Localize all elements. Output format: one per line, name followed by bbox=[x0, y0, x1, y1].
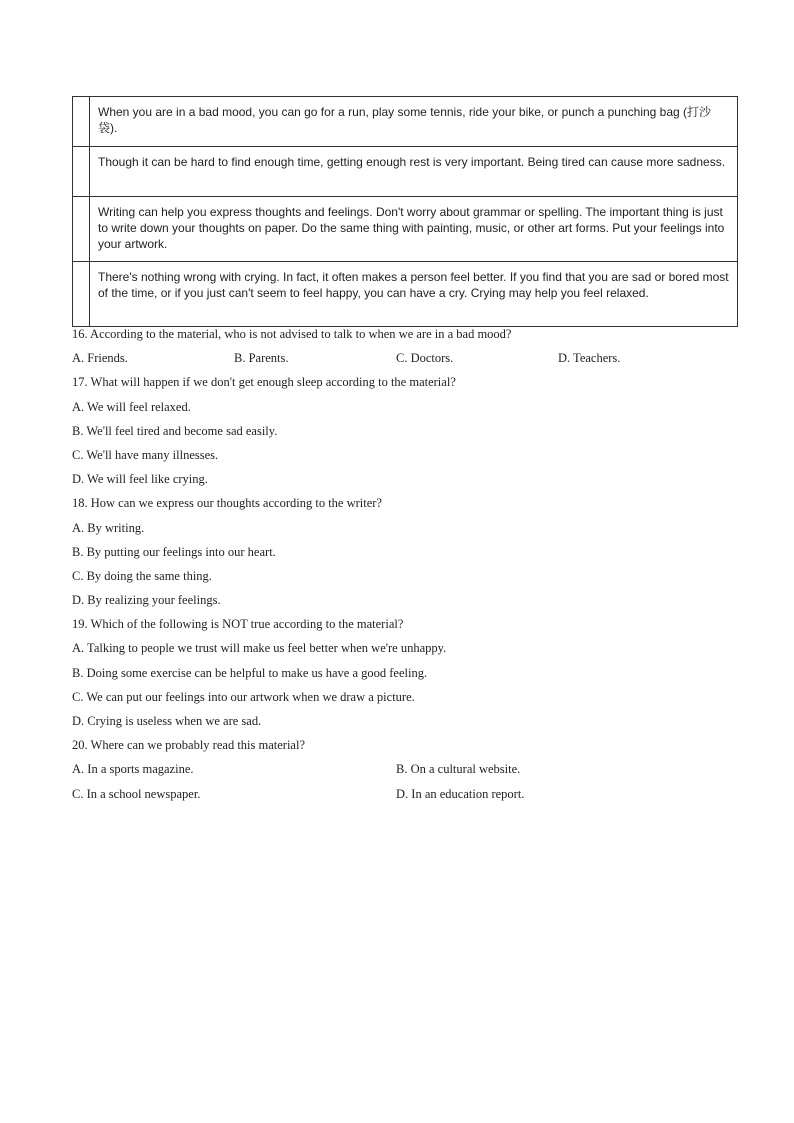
heading-cell bbox=[73, 262, 90, 327]
option: B. We'll feel tired and become sad easily. bbox=[72, 423, 278, 438]
option: B. On a cultural website. bbox=[396, 762, 521, 777]
passage-paragraph: Though it can be hard to find enough time, getting enough rest is very important. Being tired can cause more sadness. bbox=[90, 147, 738, 197]
option: B. Parents. bbox=[234, 351, 289, 366]
question-16-options bbox=[72, 350, 752, 374]
option: C. We can put our feelings into our artwork when we draw a picture. bbox=[72, 689, 415, 704]
option: C. By doing the same thing. bbox=[72, 568, 212, 583]
option: A. By writing. bbox=[72, 520, 145, 535]
option: D. Crying is useless when we are sad. bbox=[72, 714, 262, 728]
option: C. We'll have many illnesses. bbox=[72, 447, 219, 462]
question-20-options bbox=[72, 786, 752, 810]
heading-cell bbox=[73, 197, 90, 262]
option: C. Doctors. bbox=[396, 351, 454, 366]
option: D. Teachers. bbox=[558, 351, 621, 366]
option: A. We will feel relaxed. bbox=[72, 399, 191, 414]
passage-row bbox=[73, 262, 738, 327]
option: D. We will feel like crying. bbox=[72, 472, 208, 487]
passage-table bbox=[72, 96, 738, 327]
option: B. Doing some exercise can be helpful to make us have a good feeling. bbox=[72, 665, 428, 680]
questions-section bbox=[72, 326, 752, 810]
passage-row bbox=[73, 97, 738, 147]
passage-row bbox=[73, 147, 738, 197]
question-18: 18. How can we express our thoughts according to the writer? bbox=[72, 496, 382, 511]
option: D. In an education report. bbox=[396, 786, 525, 801]
question-20-options bbox=[72, 761, 752, 785]
heading-cell bbox=[73, 147, 90, 197]
passage-paragraph: Writing can help you express thoughts and feelings. Don't worry about grammar or spelling. The important thing is just to write down your thoughts on paper. Do the same thing with painting, music, or other art forms. Put your feelings into your artwork. bbox=[90, 197, 738, 262]
option: A. Friends. bbox=[72, 351, 128, 366]
option: A. Talking to people we trust will make us feel better when we're unhappy. bbox=[72, 641, 447, 656]
option: C. In a school newspaper. bbox=[72, 786, 201, 801]
heading-cell bbox=[73, 97, 90, 147]
option: D. By realizing your feelings. bbox=[72, 593, 221, 608]
passage-row bbox=[73, 197, 738, 262]
passage-paragraph: When you are in a bad mood, you can go for a run, play some tennis, ride your bike, or punch a punching bag (打沙袋). bbox=[90, 97, 738, 147]
question-16: 16. According to the material, who is not advised to talk to when we are in a bad mood? bbox=[72, 327, 512, 341]
option: B. By putting our feelings into our heart. bbox=[72, 544, 276, 559]
option: A. In a sports magazine. bbox=[72, 762, 194, 777]
question-19: 19. Which of the following is NOT true according to the material? bbox=[72, 617, 404, 632]
passage-paragraph: There's nothing wrong with crying. In fact, it often makes a person feel better. If you find that you are sad or bored most of the time, or if you just can't seem to feel happy, you can have a cry. Crying may help you feel relaxed. bbox=[90, 262, 738, 327]
question-20: 20. Where can we probably read this material? bbox=[72, 738, 306, 753]
question-17: 17. What will happen if we don't get enough sleep according to the material? bbox=[72, 375, 456, 390]
